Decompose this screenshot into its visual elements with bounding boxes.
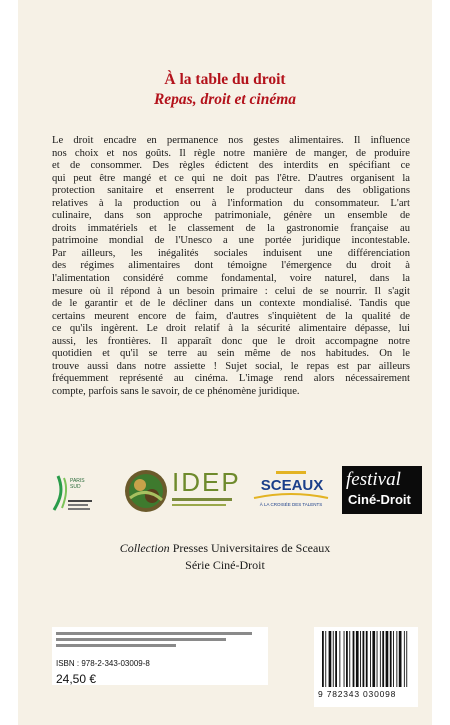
book-title [18,70,432,110]
barcode-bar [386,631,389,687]
barcode-bar [356,631,359,687]
blurb-line: aussi, les frontières. Il apparaît donc que le droit accompagne notre [52,335,410,347]
publisher-fineprint-line [56,638,226,641]
barcode-bar [363,631,365,687]
blurb-line: nos choix et nos goûts. Il règle notre manière de manger, de produire [52,147,410,159]
festival-logo-word: festival [346,469,401,490]
barcode-bar [377,631,378,687]
barcode-bar [333,631,334,687]
barcode [314,627,418,707]
cine-droit-logo-word: Ciné-Droit [348,492,411,507]
sceaux-logo-text: SCEAUX [260,477,324,494]
blurb-line: protection sanitaire et enserrent le producteur dans des obligations [52,185,410,197]
barcode-bar [372,631,375,687]
barcode-bar [344,631,345,687]
barcode-bar [360,631,361,687]
blurb-line: de le garantir et de le décliner dans un contexte mondialisé. Tandis que [52,298,410,310]
barcode-bar [396,631,397,687]
idep-logo-text: IDEP [172,467,241,497]
blurb-line: relatives à la production ou à l'information du consommateur. L'art [52,197,410,209]
barcode-bar [382,631,384,687]
blurb-line: ce qu'ils ingèrent. Le droit relatif à la sécurité alimentaire dépasse, lui [52,323,410,335]
blurb-line: Le droit encadre en permanence nos gestes alimentaires. Il influence [52,135,410,146]
barcode-bar [353,631,355,687]
barcode-bar [349,631,350,687]
paris-sud-logo-text: PARIS SUD [70,478,85,490]
isbn-text: ISBN : 978-2-343-03009-8 [56,659,150,668]
barcode-bar [393,631,394,687]
blurb-line: mesure où il répond à un besoin primaire : celui de se nourrir. Il s'agit [52,285,410,297]
barcode-bar [406,631,407,687]
series-name: Série Ciné-Droit [185,558,265,572]
barcode-bar [335,631,337,687]
publisher-fineprint-line [56,644,176,647]
publisher-info-box [52,627,268,685]
barcode-bar [370,631,371,687]
book-back-cover [18,0,432,725]
sceaux-logo [250,468,332,514]
blurb-line: qui peut être mangé et ce qui ne doit pas l'être. D'autres organisent la [52,172,410,184]
paris-sud-logo [50,470,94,514]
blurb-line: quotidien et qu'il se terre au sein même de nos habitudes. On le [52,348,410,360]
barcode-bar [346,631,348,687]
paris-sud-logo-graphic [50,470,94,514]
title-main: À la table du droit [164,71,286,88]
blurb-line: fréquemment représenté au cinéma. L'image rend alors nécessairement [52,373,410,385]
blurb-line: certains meurent encore de faim, d'autres s'inquiètent de la qualité de [52,310,410,322]
price-text: 24,50 € [56,672,97,686]
blurb-line: trouve aussi dans notre assiette ! Sujet social, le repas est par ailleurs [52,360,410,372]
barcode-bars [314,627,418,689]
idep-logo [124,466,241,516]
barcode-bar [339,631,340,687]
collection-label: Collection [119,541,170,555]
blurb-line: Par ailleurs, les inégalités sociales induisent une différenciation [52,247,410,259]
blurb-line: des régimes alimentaires dont témoigne l'émergence du droit à [52,260,410,272]
barcode-bar [329,631,332,687]
barcode-bar [322,631,324,687]
collection-info [18,540,432,574]
barcode-bar [390,631,392,687]
publisher-fineprint-line [56,632,252,635]
collection-line [18,540,432,557]
blurb-line: patrimoine mondial de l'Unesco a une portée juridique incontestable. [52,235,410,247]
blurb-line: droits immatériels et le classement de la gastronomie française au [52,222,410,234]
blurb-line: et de consommer. Des règles édictent des interdits en spécifiant ce [52,160,410,172]
barcode-digits: 9 782343 030098 [318,689,397,699]
blurb-line: culinaire, dans son approche patrimoniale, génère un ensemble de [52,210,410,222]
barcode-bar [399,631,402,687]
barcode-bar [366,631,368,687]
sceaux-logo-subtext: À LA CROISÉE DES TALENTS [259,502,323,507]
blurb-text [52,135,410,398]
blurb-line: l'alimentation considéré comme fondamental, voire naturel, dans la [52,273,410,285]
collection-name: Presses Universitaires de Sceaux [172,541,331,555]
blurb-line: compte, parfois sans le savoir, de ce phénomène juridique. [52,385,300,397]
barcode-bar [404,631,405,687]
title-subtitle: Repas, droit et cinéma [153,91,297,108]
barcode-bar [380,631,381,687]
barcode-bar [325,631,326,687]
festival-cine-droit-logo [342,466,422,514]
partner-logos [18,466,432,516]
